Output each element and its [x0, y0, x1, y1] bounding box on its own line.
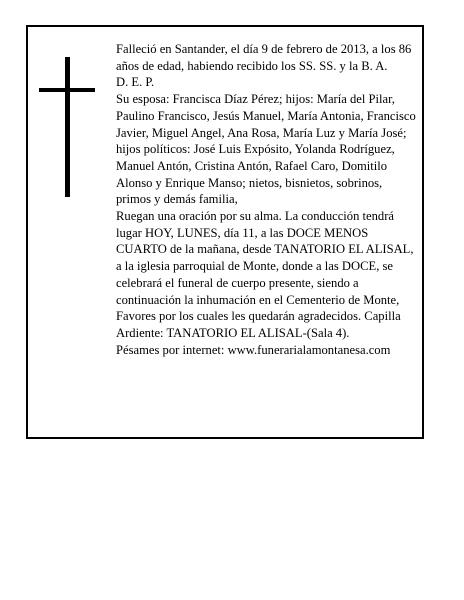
obituary-notice — [26, 25, 424, 439]
death-announcement: Falleció en Santander, el día 9 de febrero de 2013, a los 86 años de edad, habiendo recibido los SS. SS. y la B. A. — [116, 42, 412, 73]
cross-vertical-bar — [65, 57, 70, 197]
latin-cross-icon — [39, 57, 95, 197]
rest-in-peace: D. E. P. — [116, 75, 155, 90]
cross-horizontal-bar — [39, 88, 95, 92]
condolences-link: Pésames por internet: www.funerarialamontanesa.com — [116, 342, 391, 357]
notice-body — [116, 41, 418, 358]
family-list: Su esposa: Francisca Díaz Pérez; hijos: María del Pilar, Paulino Francisco, Jesús Manuel, María Antonia, Francisco Javier, Miguel Angel, Ana Rosa, María Luz y María José; hijos políticos: José Luis Expósito, Yolanda Rodríguez, Manuel Antón, Cristina Antón, Rafael Caro, Domitilo Alonso y Enrique Manso; nietos, bisnietos, sobrinos, primos y demás familia, — [116, 92, 416, 207]
funeral-details: Ruegan una oración por su alma. La conducción tendrá lugar HOY, LUNES, día 11, a las DOCE MENOS CUARTO de la mañana, desde TANATORIO EL ALISAL, a la iglesia parroquial de Monte, donde a las DOCE, se celebrará el funeral de cuerpo presente, siendo a continuación la inhumación en el Cementerio de Monte, Favores por los cuales les quedarán agradecidos. Capilla Ardiente: TANATORIO EL ALISAL-(Sala 4). — [116, 209, 414, 340]
